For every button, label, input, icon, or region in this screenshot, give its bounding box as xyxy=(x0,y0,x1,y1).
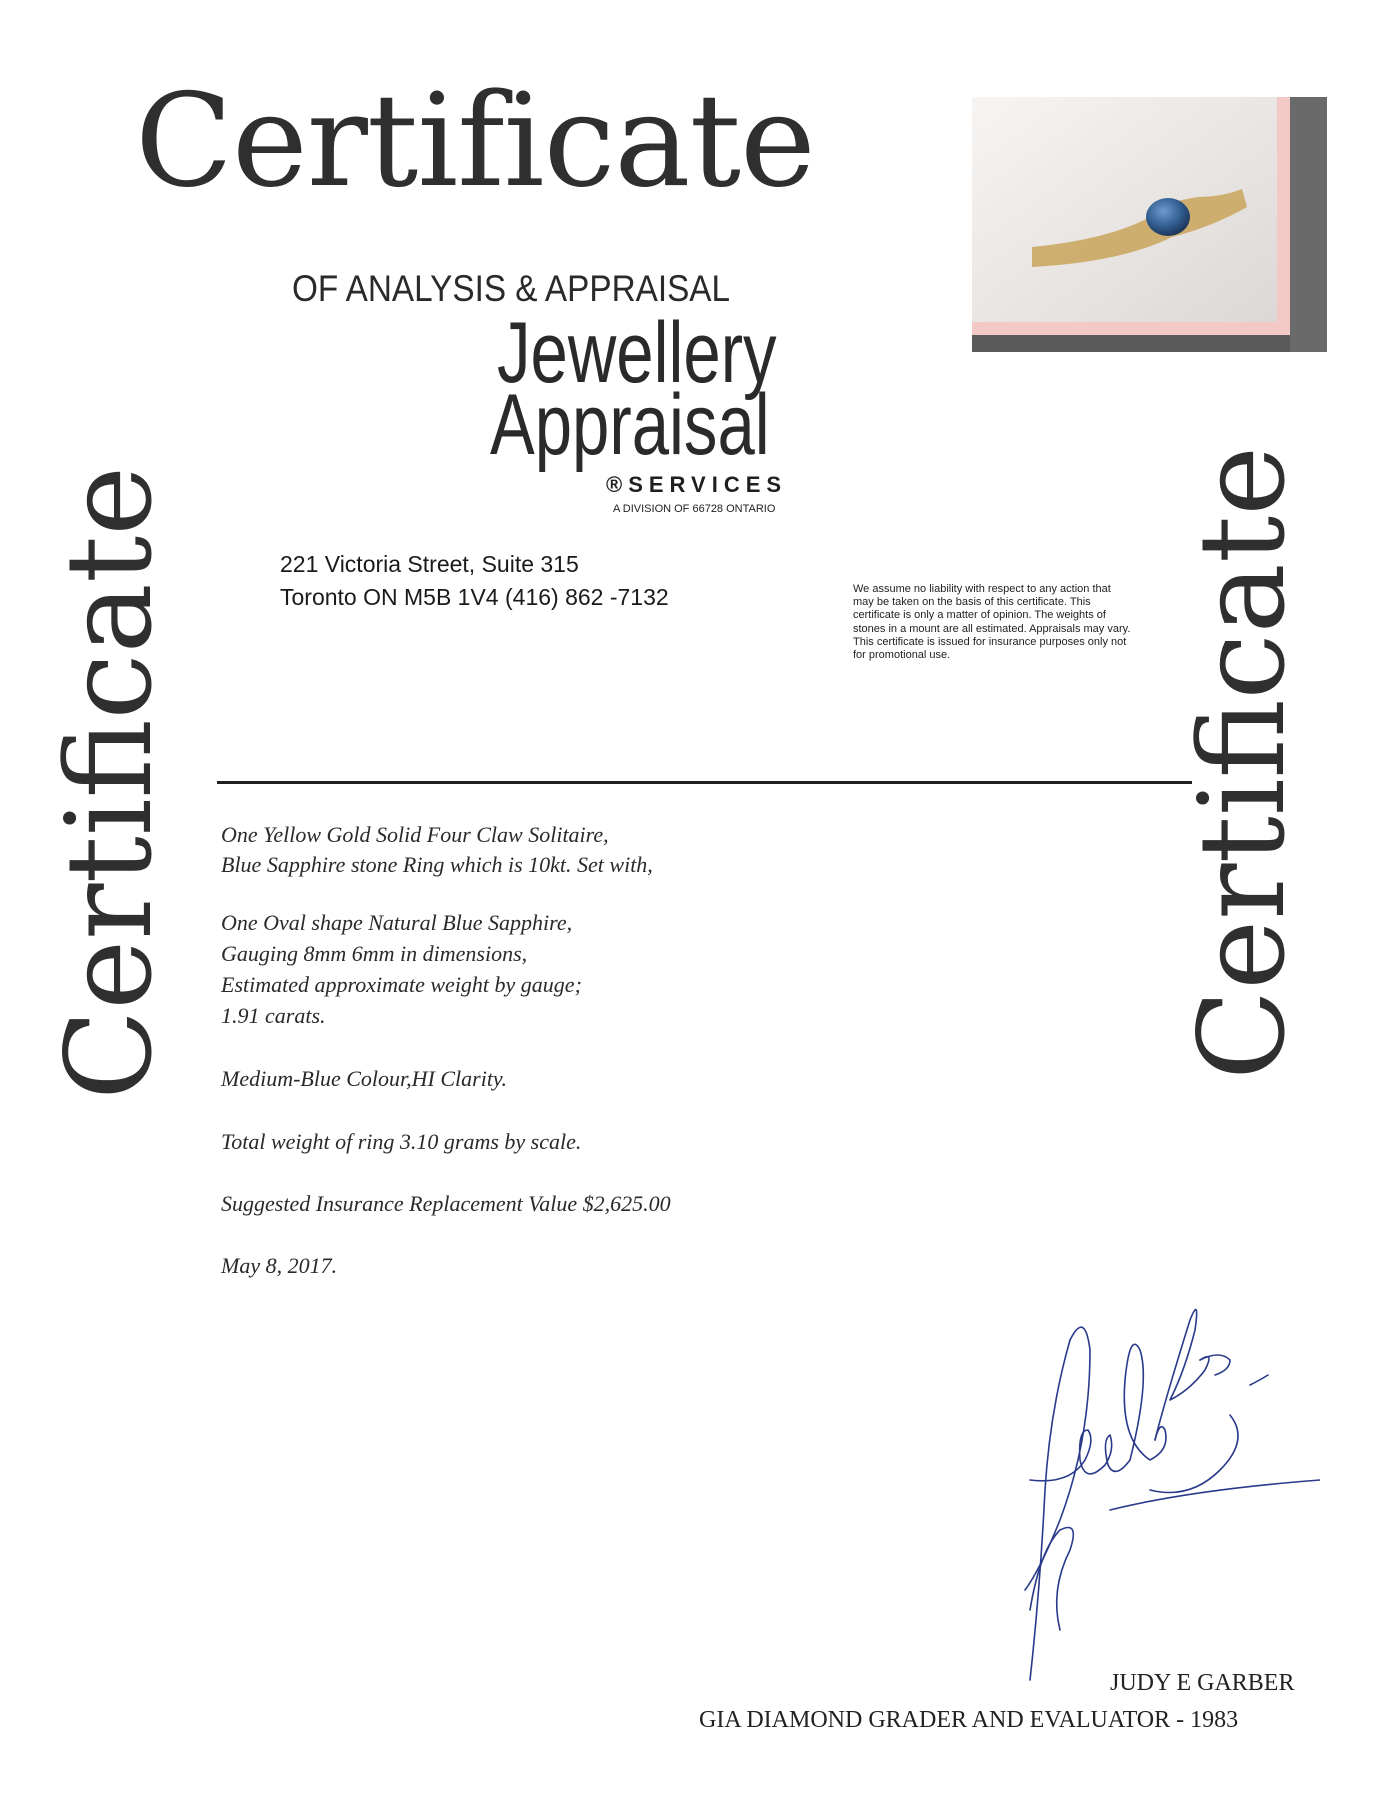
side-certificate-right: Certificate xyxy=(1173,445,1311,1080)
description-line2: Blue Sapphire stone Ring which is 10kt. Set with, xyxy=(221,852,653,877)
description-line4: Gauging 8mm 6mm in dimensions, xyxy=(221,941,528,966)
ring-image xyxy=(972,97,1327,352)
description-line1: One Yellow Gold Solid Four Claw Solitaire, xyxy=(221,822,609,847)
company-services: ®SERVICES xyxy=(606,472,788,497)
replacement-value: Suggested Insurance Replacement Value $2,625.00 xyxy=(221,1191,671,1216)
appraisal-date: May 8, 2017. xyxy=(221,1253,338,1278)
signer-name: JUDY E GARBER xyxy=(1110,1670,1295,1696)
signer-title: GIA DIAMOND GRADER AND EVALUATOR - 1983 xyxy=(699,1707,1239,1733)
certificate-title: Certificate xyxy=(135,67,815,216)
ring-photo xyxy=(972,97,1327,352)
company-division: A DIVISION OF 66728 ONTARIO xyxy=(613,503,776,515)
description-line3: One Oval shape Natural Blue Sapphire, xyxy=(221,910,573,935)
disclaimer-text: We assume no liability with respect to any action that may be taken on the basis of this certificate. This certificate is only a matter of opinion. The weights of stones in a mount are all estimated. Appraisals may vary. This certificate is issued for insurance purposes only not for promotional use. xyxy=(853,583,1131,662)
side-certificate-left: Certificate xyxy=(40,465,178,1100)
description-line6: 1.91 carats. xyxy=(221,1003,326,1028)
colour-clarity: Medium-Blue Colour,HI Clarity. xyxy=(221,1066,507,1091)
signature-image xyxy=(990,1290,1320,1700)
description-line5: Estimated approximate weight by gauge; xyxy=(221,972,582,997)
company-name-line2: Appraisal xyxy=(490,377,770,473)
address-line2: Toronto ON M5B 1V4 (416) 862 -7132 xyxy=(280,584,669,610)
total-weight: Total weight of ring 3.10 grams by scale. xyxy=(221,1129,582,1154)
company-name-line1: Jewellery xyxy=(497,305,777,401)
subtitle: OF ANALYSIS & APPRAISAL xyxy=(292,268,731,309)
divider xyxy=(217,781,1192,784)
address-line1: 221 Victoria Street, Suite 315 xyxy=(280,551,579,577)
